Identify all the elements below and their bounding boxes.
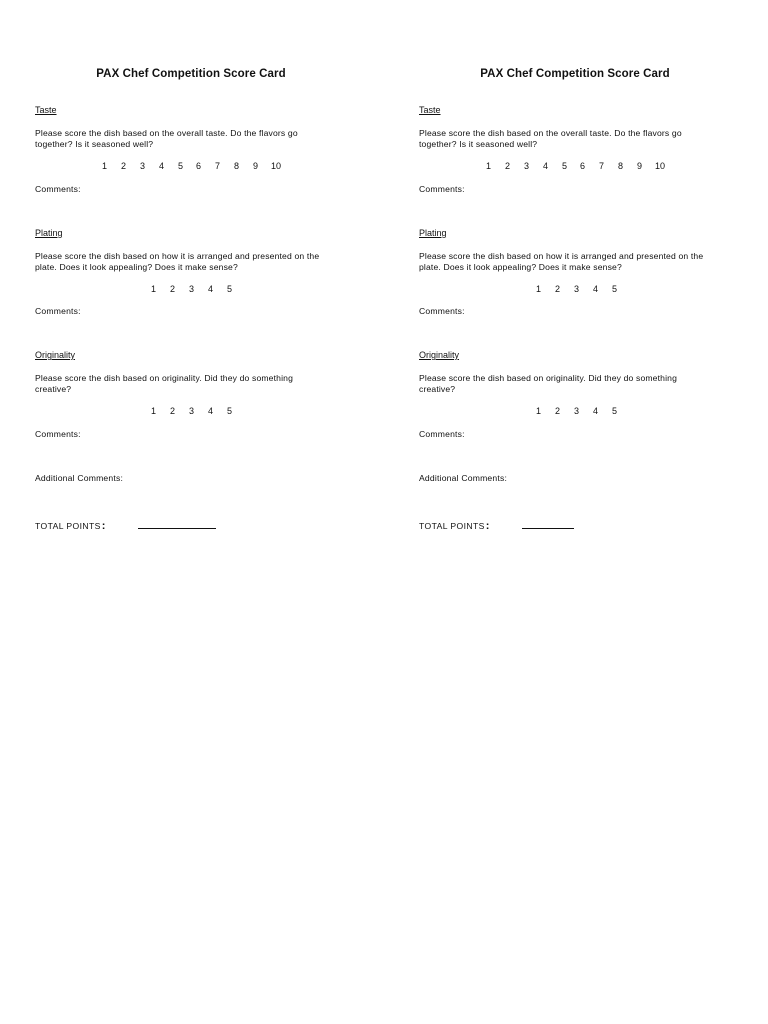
score-option[interactable]: 1 bbox=[151, 406, 157, 416]
section-heading-originality: Originality bbox=[35, 350, 76, 360]
card-title: PAX Chef Competition Score Card bbox=[96, 68, 286, 80]
score-option[interactable]: 9 bbox=[253, 161, 259, 171]
total-points-colon: : bbox=[485, 520, 490, 532]
score-option[interactable]: 2 bbox=[170, 406, 176, 416]
score-option[interactable]: 4 bbox=[208, 284, 214, 294]
taste-description bbox=[419, 128, 731, 150]
score-option[interactable]: 2 bbox=[555, 406, 561, 416]
score-option[interactable]: 3 bbox=[574, 284, 580, 294]
additional-comments-label: Additional Comments: bbox=[35, 473, 124, 483]
score-option[interactable]: 6 bbox=[196, 161, 202, 171]
total-points-blank[interactable] bbox=[138, 519, 216, 529]
score-option[interactable]: 4 bbox=[593, 406, 599, 416]
originality-description-line1: Please score the dish based on originality. Did they do something bbox=[419, 373, 677, 383]
plating-comments-label: Comments: bbox=[35, 306, 81, 316]
score-option[interactable]: 2 bbox=[121, 161, 127, 171]
score-option[interactable]: 10 bbox=[271, 161, 282, 171]
section-heading-taste: Taste bbox=[419, 105, 441, 115]
taste-comments-label: Comments: bbox=[419, 184, 465, 194]
score-option[interactable]: 8 bbox=[234, 161, 240, 171]
total-points-row bbox=[35, 519, 216, 532]
plating-comments-label: Comments: bbox=[419, 306, 465, 316]
card-title: PAX Chef Competition Score Card bbox=[480, 68, 670, 80]
score-option[interactable]: 1 bbox=[536, 284, 542, 294]
score-option[interactable]: 1 bbox=[102, 161, 108, 171]
section-heading-plating: Plating bbox=[35, 228, 63, 238]
score-option[interactable]: 3 bbox=[189, 406, 195, 416]
score-option[interactable]: 3 bbox=[140, 161, 146, 171]
score-option[interactable]: 5 bbox=[562, 161, 568, 171]
score-option[interactable]: 1 bbox=[486, 161, 492, 171]
total-points-label: TOTAL POINTS bbox=[419, 521, 485, 531]
taste-score-scale bbox=[419, 161, 768, 172]
taste-description-line1: Please score the dish based on the overall taste. Do the flavors go bbox=[35, 128, 298, 138]
plating-score-scale bbox=[419, 284, 768, 295]
score-option[interactable]: 10 bbox=[655, 161, 666, 171]
score-option[interactable]: 7 bbox=[599, 161, 605, 171]
total-points-colon: : bbox=[101, 520, 106, 532]
score-option[interactable]: 2 bbox=[555, 284, 561, 294]
total-points-row bbox=[419, 519, 574, 532]
taste-description bbox=[35, 128, 347, 150]
score-option[interactable]: 9 bbox=[637, 161, 643, 171]
total-points-label: TOTAL POINTS bbox=[35, 521, 101, 531]
originality-comments-label: Comments: bbox=[35, 429, 81, 439]
plating-description-line2: plate. Does it look appealing? Does it make sense? bbox=[35, 262, 238, 272]
score-option[interactable]: 2 bbox=[505, 161, 511, 171]
taste-description-line2: together? Is it seasoned well? bbox=[35, 139, 154, 149]
additional-comments-label: Additional Comments: bbox=[419, 473, 508, 483]
plating-description bbox=[35, 251, 347, 273]
section-heading-plating: Plating bbox=[419, 228, 447, 238]
score-option[interactable]: 5 bbox=[612, 284, 618, 294]
plating-description bbox=[419, 251, 731, 273]
score-option[interactable]: 5 bbox=[227, 406, 233, 416]
score-option[interactable]: 6 bbox=[580, 161, 586, 171]
taste-description-line2: together? Is it seasoned well? bbox=[419, 139, 538, 149]
plating-description-line1: Please score the dish based on how it is arranged and presented on the bbox=[419, 251, 704, 261]
score-option[interactable]: 4 bbox=[159, 161, 165, 171]
plating-description-line1: Please score the dish based on how it is arranged and presented on the bbox=[35, 251, 320, 261]
originality-comments-label: Comments: bbox=[419, 429, 465, 439]
score-option[interactable]: 4 bbox=[543, 161, 549, 171]
section-heading-originality: Originality bbox=[419, 350, 460, 360]
originality-description-line2: creative? bbox=[419, 384, 456, 394]
total-points-blank[interactable] bbox=[522, 519, 574, 529]
originality-description bbox=[35, 373, 347, 395]
score-option[interactable]: 5 bbox=[612, 406, 618, 416]
originality-score-scale bbox=[419, 406, 768, 417]
score-option[interactable]: 3 bbox=[524, 161, 530, 171]
score-option[interactable]: 3 bbox=[189, 284, 195, 294]
plating-score-scale bbox=[35, 284, 463, 295]
score-option[interactable]: 2 bbox=[170, 284, 176, 294]
score-option[interactable]: 4 bbox=[208, 406, 214, 416]
taste-score-scale bbox=[35, 161, 414, 172]
score-option[interactable]: 8 bbox=[618, 161, 624, 171]
score-option[interactable]: 7 bbox=[215, 161, 221, 171]
score-option[interactable]: 4 bbox=[593, 284, 599, 294]
score-option[interactable]: 5 bbox=[227, 284, 233, 294]
originality-score-scale bbox=[35, 406, 463, 417]
originality-description-line1: Please score the dish based on originality. Did they do something bbox=[35, 373, 293, 383]
score-option[interactable]: 1 bbox=[151, 284, 157, 294]
taste-description-line1: Please score the dish based on the overall taste. Do the flavors go bbox=[419, 128, 682, 138]
score-option[interactable]: 1 bbox=[536, 406, 542, 416]
originality-description-line2: creative? bbox=[35, 384, 72, 394]
score-option[interactable]: 3 bbox=[574, 406, 580, 416]
taste-comments-label: Comments: bbox=[35, 184, 81, 194]
plating-description-line2: plate. Does it look appealing? Does it make sense? bbox=[419, 262, 622, 272]
score-option[interactable]: 5 bbox=[178, 161, 184, 171]
originality-description bbox=[419, 373, 731, 395]
section-heading-taste: Taste bbox=[35, 105, 57, 115]
